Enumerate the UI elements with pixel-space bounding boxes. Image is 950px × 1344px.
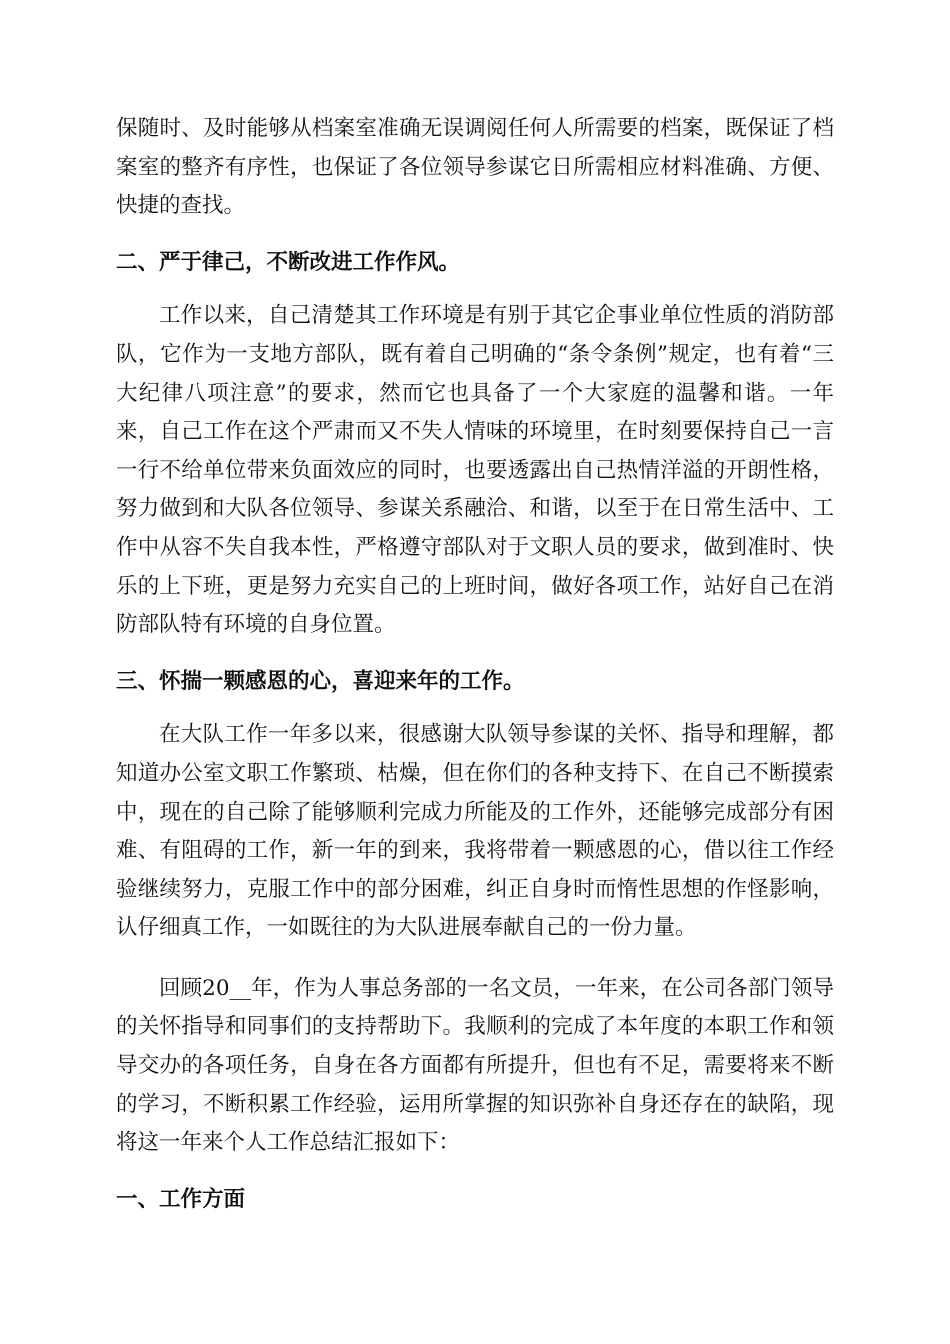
- paragraph-review: 回顾20__年，作为人事总务部的一名文员，一年来，在公司各部门领导的关怀指导和同事们的支持帮助下。我顺利的完成了本年度的本职工作和领导交办的各项任务，自身在各方面都有所提升，但也有不足，需要将来不断的学习，不断积累工作经验，运用所掌握的知识弥补自身还存在的缺陷，现将这一年来个人工作总结汇报如下：: [116, 975, 834, 1156]
- section-heading-3: 三、怀揣一颗感恩的心，喜迎来年的工作。: [116, 668, 525, 694]
- paragraph-gratitude: 在大队工作一年多以来，很感谢大队领导参谋的关怀、指导和理解，都知道办公室文职工作繁琐、枯燥，但在你们的各种支持下、在自己不断摸索中，现在的自己除了能够顺利完成力所能及的工作外，还能够完成部分有困难、有阻碍的工作，新一年的到来，我将带着一颗感恩的心，借以往工作经验继续努力，克服工作中的部分困难，纠正自身时而惰性思想的作怪影响，认仔细真工作，一如既往的为大队进展奉献自己的一份力量。: [116, 722, 834, 941]
- document-page: [116, 110, 834, 1219]
- spacer: [116, 701, 834, 716]
- section-heading-2: 二、严于律己，不断改进工作作风。: [116, 249, 461, 275]
- section-heading-work: 一、工作方面: [116, 1186, 246, 1212]
- paragraph-continuation: 保随时、及时能够从档案室准确无误调阅任何人所需要的档案，既保证了档案室的整齐有序性，也保证了各位领导参谋它日所需相应材料准确、方便、快捷的查找。: [116, 116, 834, 219]
- paragraph-discipline: 工作以来，自己清楚其工作环境是有别于其它企事业单位性质的消防部队，它作为一支地方部队，既有着自己明确的“条令条例”规定，也有着“三大纪律八项注意”的要求，然而它也具备了一个大家庭的温馨和谐。一年来，自己工作在这个严肃而又不失人情味的环境里，在时刻要保持自己一言一行不给单位带来负面效应的同时，也要透露出自己热情洋溢的开朗性格，努力做到和大队各位领导、参谋关系融洽、和谐，以至于在日常生活中、工作中从容不失自我本性，严格遵守部队对于文职人员的要求，做到准时、快乐的上下班，更是努力充实自己的上班时间，做好各项工作，站好自己在消防部队特有环境的自身位置。: [116, 303, 834, 638]
- spacer: [116, 948, 834, 970]
- spacer: [116, 226, 834, 244]
- spacer: [116, 645, 834, 663]
- spacer: [116, 282, 834, 297]
- spacer: [116, 1163, 834, 1181]
